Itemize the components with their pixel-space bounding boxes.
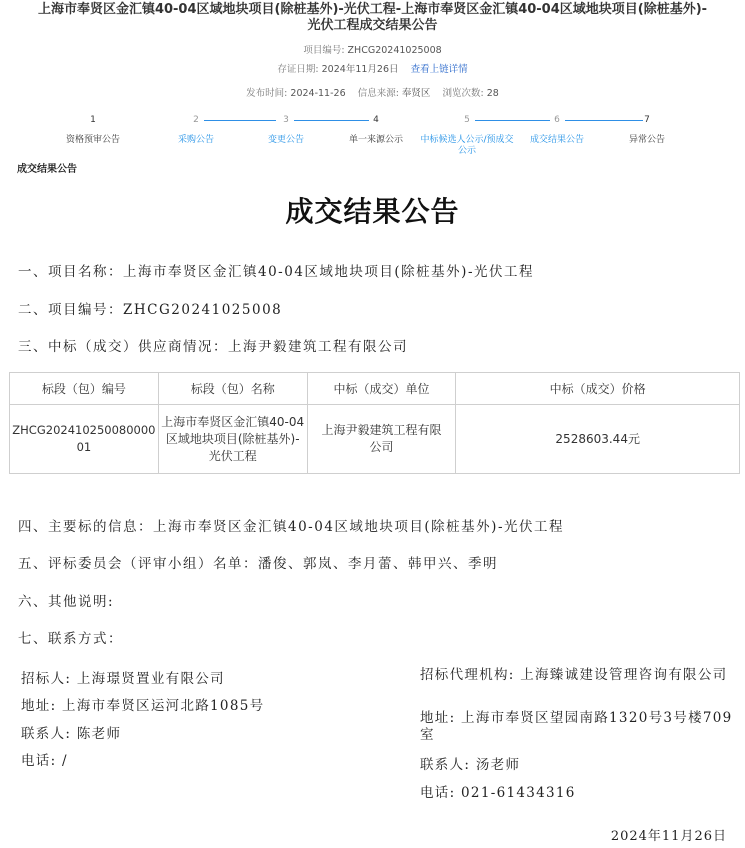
step-prequal[interactable] [38, 113, 148, 146]
project-no-label: 项目编号: [303, 45, 345, 56]
result-table [9, 372, 740, 474]
item-committee: 五、评标委员会（评审小组）名单：潘俊、郭岚、李月蕾、韩甲兴、季明 [18, 556, 498, 572]
step-number: 4 [373, 115, 379, 125]
column-header: 标段（包）名称 [158, 373, 307, 405]
column-header: 中标（成交）价格 [456, 373, 740, 405]
step-number: 2 [193, 115, 199, 125]
step-label: 资格预审公告 [65, 135, 120, 145]
agency-contact: 联系人: 汤老师 [420, 757, 521, 773]
tenderer-address: 地址: 上海市奉贤区运河北路1085号 [21, 698, 265, 714]
column-header: 中标（成交）单位 [307, 373, 456, 405]
source-label: 信息来源: [357, 88, 399, 99]
table-row [10, 405, 740, 474]
process-steps [0, 113, 745, 163]
deposit-label: 存证日期: [277, 64, 319, 75]
step-label: 中标候选人公示/预成交公示 [420, 135, 514, 156]
source-value: 奉贤区 [401, 88, 431, 99]
view-chain-link[interactable]: 查看上链详情 [410, 64, 468, 75]
item-contact-heading: 七、联系方式： [18, 631, 123, 647]
deposit-date: 2024年11月26日 [321, 64, 399, 75]
step-label: 成交结果公告 [529, 135, 584, 145]
agency-phone: 电话: 021-61434316 [420, 785, 576, 801]
cell-winner: 上海尹毅建筑工程有限公司 [307, 405, 456, 474]
item-other: 六、其他说明: [18, 594, 115, 610]
step-number: 1 [90, 115, 96, 125]
column-header: 标段（包）编号 [10, 373, 159, 405]
step-exception[interactable] [592, 113, 702, 146]
sign-date: 2024年11月26日 [610, 829, 727, 844]
project-no-value: ZHCG20241025008 [347, 45, 442, 56]
announcement-title [0, 2, 745, 34]
title-line-2: 光伏工程成交结果公告 [307, 18, 438, 33]
item-subject: 四、主要标的信息：上海市奉贤区金汇镇40-04区域地块项目(除桩基外)-光伏工程 [18, 519, 565, 535]
section-label: 成交结果公告 [17, 164, 77, 175]
publish-info-row [0, 85, 745, 99]
step-number: 7 [644, 115, 650, 125]
step-label: 采购公告 [177, 135, 214, 145]
step-label: 变更公告 [267, 135, 304, 145]
table-header-row [10, 373, 740, 405]
cell-lot-name: 上海市奉贤区金汇镇40-04区域地块项目(除桩基外)-光伏工程 [158, 405, 307, 474]
cell-lot-code: ZHCG20241025008000001 [10, 405, 159, 474]
tenderer-phone: 电话: / [21, 753, 68, 769]
title-line-1: 上海市奉贤区金汇镇40-04区域地块项目(除桩基外)-光伏工程-上海市奉贤区金汇镇40-04区域地块项目(除桩基外)- [37, 2, 708, 17]
deposit-row [0, 61, 745, 75]
step-label: 单一来源公示 [348, 135, 403, 145]
item-project-no: 二、项目编号：ZHCG20241025008 [18, 302, 283, 318]
item-project-name: 一、项目名称：上海市奉贤区金汇镇40-04区域地块项目(除桩基外)-光伏工程 [18, 264, 535, 280]
step-number: 6 [554, 115, 560, 125]
step-number: 3 [283, 115, 289, 125]
document-title: 成交结果公告 [285, 195, 460, 228]
step-number: 5 [464, 115, 470, 125]
views-count: 28 [486, 88, 499, 99]
project-no-row [0, 42, 745, 56]
agency-name: 招标代理机构: 上海臻诚建设管理咨询有限公司 [420, 667, 728, 683]
publish-label: 发布时间: [246, 88, 288, 99]
views-label: 浏览次数: [442, 88, 484, 99]
tenderer-name: 招标人: 上海璟贤置业有限公司 [21, 671, 225, 687]
step-label: 异常公告 [628, 135, 665, 145]
publish-time: 2024-11-26 [290, 88, 346, 99]
item-supplier: 三、中标（成交）供应商情况：上海尹毅建筑工程有限公司 [18, 339, 408, 355]
cell-price: 2528603.44元 [456, 405, 740, 474]
agency-address: 地址: 上海市奉贤区望园南路1320号3号楼709室 [420, 710, 733, 743]
tenderer-contact: 联系人: 陈老师 [21, 726, 122, 742]
